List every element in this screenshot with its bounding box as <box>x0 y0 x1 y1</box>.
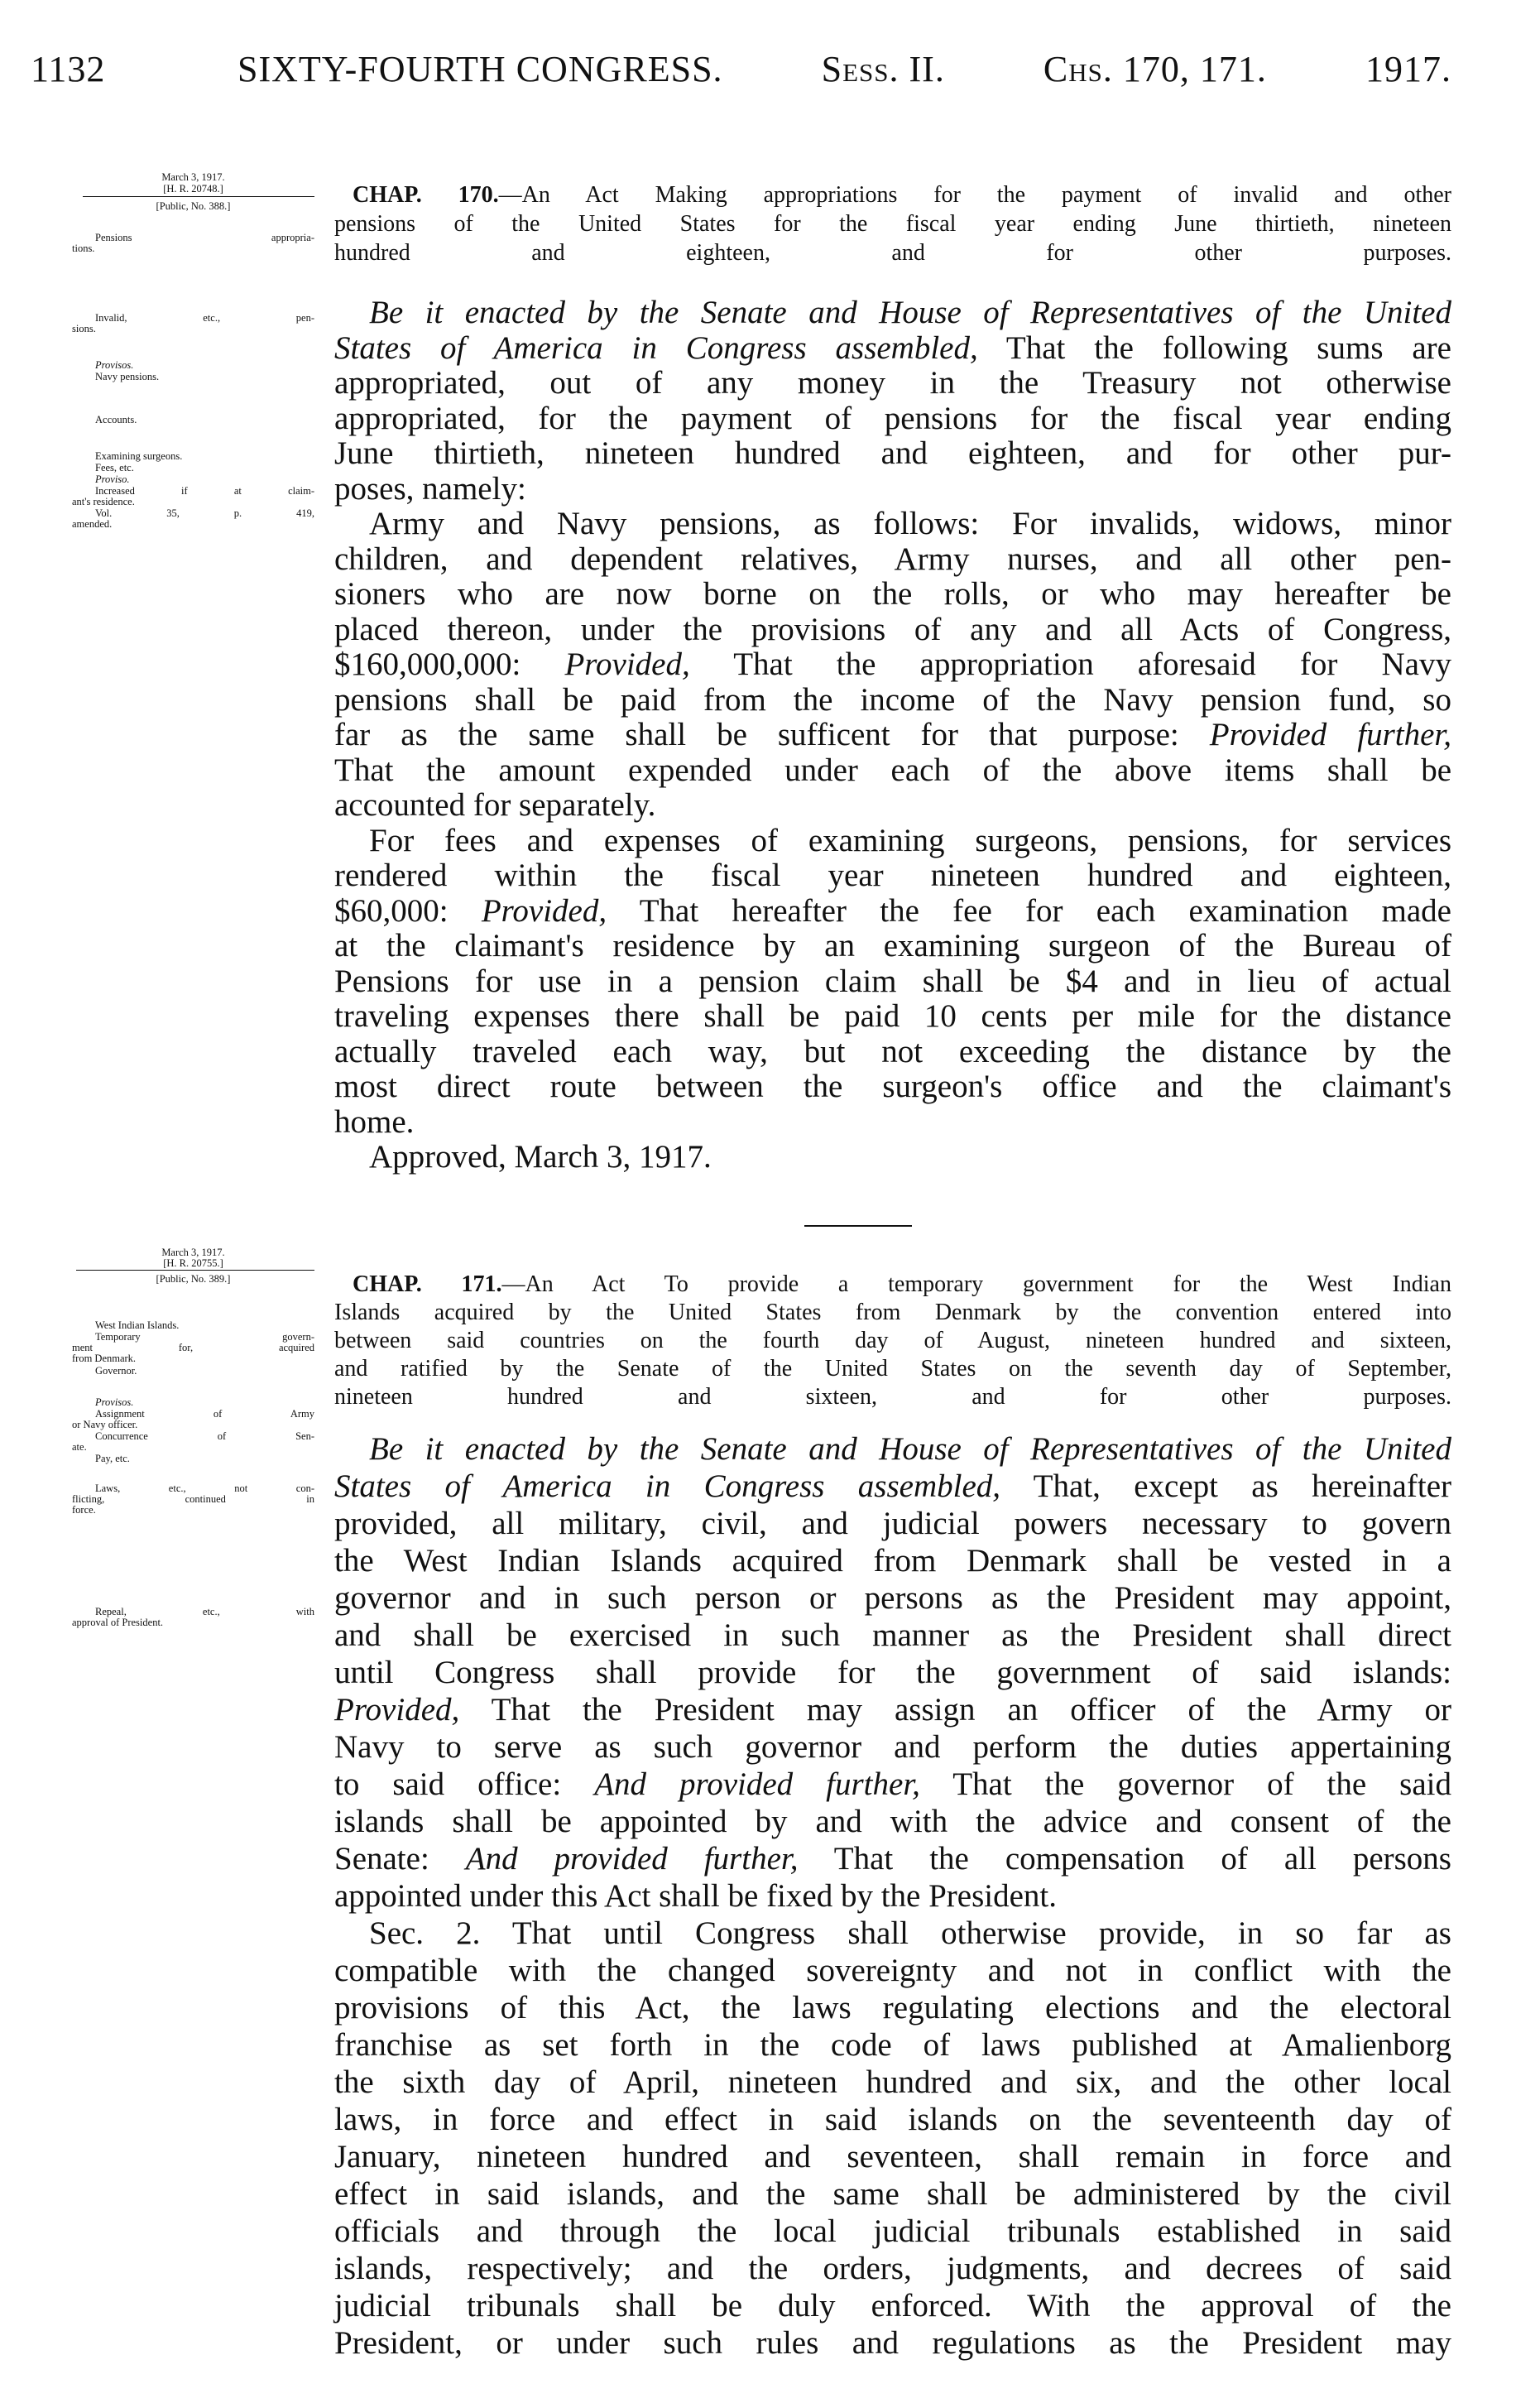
margin-note <box>72 372 314 382</box>
congress-title: SIXTY-FOURTH CONGRESS. <box>237 49 723 89</box>
text-segment: That the President may assign an officer of the Army or <box>459 1692 1451 1728</box>
italic-text: Provided, <box>481 892 607 929</box>
chapter-171-summary <box>334 1271 1451 1411</box>
text-segment: That hereafter the fee for each examination made <box>607 892 1451 929</box>
text-segment: That the compensation of all persons <box>798 1841 1451 1877</box>
text-line: Concurrence of Sen- <box>95 1430 314 1442</box>
text-line: islands shall be appointed by and with the advice and consent of the <box>334 1804 1451 1839</box>
margin-date <box>72 172 314 183</box>
margin-note <box>72 1320 314 1331</box>
text-segment: That the governor of the said <box>919 1766 1451 1802</box>
text-line: That the amount expended under each of the above items shall be <box>334 752 1451 788</box>
margin-public-number <box>72 1274 314 1285</box>
chapter-label: CHAP. 170. <box>353 182 499 208</box>
text-line: sioners who are now borne on the rolls, or who may hereafter be <box>334 576 1451 612</box>
chapter-label: CHAP. 171. <box>353 1271 502 1297</box>
text-line: June thirtieth, nineteen hundred and eighteen, and for other pur- <box>334 435 1451 471</box>
text-line: [Public, No. 389.] <box>156 1273 231 1285</box>
text-line <box>334 1271 1451 1299</box>
text-line: Laws, etc., not con- <box>95 1483 314 1494</box>
text-line: Vol. 35, p. 419, <box>95 507 314 519</box>
text-line: accounted for separately. <box>334 787 656 823</box>
text-line: West Indian Islands. <box>95 1319 180 1331</box>
italic-text: And provided further, <box>594 1766 920 1802</box>
text-line: most direct route between the surgeon's office and the claimant's <box>334 1069 1451 1104</box>
text-segment: —An Act Making appropriations for the payment of invalid and other <box>498 182 1451 208</box>
chapter-171-body <box>334 1430 1451 2362</box>
italic-text: States of America in Congress assembled, <box>334 1468 1001 1504</box>
text-line <box>334 331 1451 367</box>
text-line: [H. R. 20755.] <box>163 1257 223 1269</box>
italic-text: Be it enacted by the Senate and House of Representatives of the United <box>369 1431 1451 1467</box>
text-line: officials and through the local judicial tribunals established in said <box>334 2213 1451 2249</box>
text-line <box>334 1840 1451 1877</box>
text-line: pensions shall be paid from the income of the Navy pension fund, so <box>334 681 1451 718</box>
text-line: amended. <box>72 518 113 530</box>
text-line: ment for, acquired <box>72 1342 314 1353</box>
paragraph-enacting-clause <box>334 296 1451 507</box>
text-line: traveling expenses there shall be paid 10 cents per mile for the distance <box>334 998 1451 1034</box>
margin-note <box>72 313 314 334</box>
text-line: January, nineteen hundred and seventeen, shall remain in force and <box>334 2139 1451 2175</box>
text-line: judicial tribunals shall be duly enforced. With the approval of the <box>334 2288 1451 2324</box>
text-line: For fees and expenses of examining surgeons, pensions, for services <box>369 822 1451 858</box>
paragraph-enacting-clause <box>334 1430 1451 1915</box>
margin-note <box>72 1409 314 1430</box>
text-line: tions. <box>72 243 95 254</box>
italic-text: And provided further, <box>465 1841 799 1877</box>
paragraph-section-2 <box>334 1915 1451 2362</box>
text-line <box>334 718 1451 753</box>
text-line: or Navy officer. <box>72 1419 138 1430</box>
running-head <box>237 48 1451 91</box>
text-line: Army and Navy pensions, as follows: For invalids, widows, minor <box>369 506 1451 541</box>
margin-bill-number <box>72 1258 314 1269</box>
chapter-170-summary <box>334 180 1451 267</box>
text-line: at the claimant's residence by an examining surgeon of the Bureau of <box>334 928 1451 964</box>
approval-date: Approved, March 3, 1917. <box>369 1139 712 1175</box>
text-line: Provisos. <box>95 1396 134 1408</box>
margin-note <box>72 463 314 473</box>
text-line: and ratified by the Senate of the United States on the seventh day of September, <box>334 1356 1451 1382</box>
text-line: from Denmark. <box>72 1353 137 1364</box>
text-line: franchise as set forth in the code of laws published at Amalienborg <box>334 2027 1451 2063</box>
italic-text: Provided, <box>334 1692 460 1728</box>
text-line: nineteen hundred and sixteen, and for other purposes. <box>334 1384 1451 1410</box>
text-line: pensions of the United States for the fiscal year ending June thirtieth, nineteen <box>334 211 1451 237</box>
text-line <box>334 1430 1451 1468</box>
chapter-170-body <box>334 296 1451 1175</box>
text-line: rendered within the fiscal year nineteen hundred and eighteen, <box>334 858 1451 893</box>
text-line: appointed under this Act shall be fixed by the President. <box>334 1878 1057 1914</box>
text-line <box>334 296 1451 331</box>
text-line: flicting, continued in <box>72 1493 314 1505</box>
text-segment: —An Act To provide a temporary government for the West Indian <box>501 1271 1451 1297</box>
text-segment: far as the same shall be sufficent for that purpose: <box>334 717 1210 752</box>
margin-note <box>72 508 314 530</box>
text-segment: $160,000,000: <box>334 646 565 682</box>
section-divider <box>804 1225 912 1227</box>
text-line: compatible with the changed sovereignty and not in conflict with the <box>334 1953 1451 1988</box>
page-number: 1132 <box>31 49 106 89</box>
text-segment: That, except as hereinafter <box>1000 1468 1451 1504</box>
margin-note <box>72 1483 314 1516</box>
margin-note <box>72 1454 314 1464</box>
text-line <box>334 894 1451 930</box>
text-line: Fees, etc. <box>95 462 134 473</box>
text-line <box>334 180 1451 209</box>
italic-text: Be it enacted by the Senate and House of Representatives of the United <box>369 295 1451 330</box>
text-line <box>334 1691 1451 1728</box>
text-line: governor and in such person or persons as the President may appoint, <box>334 1580 1451 1616</box>
text-line: Governor. <box>95 1365 137 1377</box>
text-line: actually traveled each way, but not exceeding the distance by the <box>334 1033 1451 1069</box>
text-line: the West Indian Islands acquired from Denmark shall be vested in a <box>334 1543 1451 1579</box>
text-line: Assignment of Army <box>95 1408 314 1420</box>
text-line: children, and dependent relatives, Army nurses, and all other pen- <box>334 541 1451 577</box>
paragraph-examining-surgeons <box>334 824 1451 1141</box>
italic-text: Provided further, <box>1209 717 1451 752</box>
text-line: ate. <box>72 1441 87 1453</box>
text-line: Pensions for use in a pension claim shall be $4 and in lieu of actual <box>334 963 1451 999</box>
text-line: appropriated, out of any money in the Treasury not otherwise <box>334 365 1451 401</box>
text-line: ant's residence. <box>72 496 135 507</box>
margin-note <box>72 486 314 507</box>
text-line: the sixth day of April, nineteen hundred and six, and the other local <box>334 2064 1451 2100</box>
text-line: Pensions appropria- <box>95 232 314 243</box>
text-line: [Public, No. 388.] <box>156 200 231 212</box>
text-line: Sec. 2. That until Congress shall otherwise provide, in so far as <box>369 1915 1451 1951</box>
text-line: laws, in force and effect in said islands on the seventeenth day of <box>334 2102 1451 2137</box>
margin-note <box>72 1366 314 1377</box>
text-line: home. <box>334 1103 415 1140</box>
margin-public-number <box>72 201 314 212</box>
margin-note <box>72 1332 314 1364</box>
text-line: poses, namely: <box>334 470 526 507</box>
text-line: provisions of this Act, the laws regulating elections and the electoral <box>334 1990 1451 2026</box>
text-line: effect in said islands, and the same shall be administered by the civil <box>334 2176 1451 2212</box>
margin-divider <box>76 1270 314 1271</box>
margin-note <box>72 415 314 425</box>
text-segment: Senate: <box>334 1841 466 1877</box>
text-line: Islands acquired by the United States from Denmark by the convention entered into <box>334 1300 1451 1325</box>
text-line: Pay, etc. <box>95 1453 130 1464</box>
italic-text: States of America in Congress assembled, <box>334 329 978 366</box>
chapters-label: Chs. 170, 171. <box>1043 49 1267 89</box>
text-line: March 3, 1917. <box>161 171 225 183</box>
text-line: Navy to serve as such governor and perform the duties appertaining <box>334 1729 1451 1765</box>
text-line: approval of President. <box>72 1617 164 1628</box>
text-line: hundred and eighteen, and for other purposes. <box>334 240 1451 266</box>
text-line: between said countries on the fourth day of August, nineteen hundred and sixteen, <box>334 1328 1451 1353</box>
text-line: provided, all military, civil, and judicial powers necessary to govern <box>334 1506 1451 1541</box>
text-line: placed thereon, under the provisions of any and all Acts of Congress, <box>334 611 1451 647</box>
text-line: President, or under such rules and regulations as the President may <box>334 2325 1451 2361</box>
paragraph-army-navy-pensions <box>334 507 1451 824</box>
margin-divider <box>83 196 314 197</box>
text-line: Accounts. <box>95 414 137 425</box>
margin-bill-number <box>72 184 314 195</box>
year-label: 1917. <box>1365 49 1451 89</box>
text-line: Proviso. <box>95 473 130 485</box>
text-line: Repeal, etc., with <box>95 1606 314 1617</box>
margin-note <box>72 474 314 485</box>
text-line: and shall be exercised in such manner as the President shall direct <box>334 1617 1451 1653</box>
margin-note <box>72 1607 314 1628</box>
session-label: Sess. II. <box>821 49 945 89</box>
text-line: Increased if at claim- <box>95 485 314 497</box>
text-line <box>334 1468 1451 1505</box>
text-segment: $60,000: <box>334 892 482 929</box>
text-segment: to said office: <box>334 1766 595 1802</box>
text-segment: That the following sums are <box>977 329 1451 366</box>
text-line: appropriated, for the payment of pensions for the fiscal year ending <box>334 400 1451 436</box>
text-line: Navy pensions. <box>95 371 160 382</box>
text-line <box>334 1766 1451 1803</box>
margin-note <box>72 1431 314 1453</box>
margin-note <box>72 1397 314 1408</box>
margin-note <box>72 233 314 254</box>
italic-text: Provided, <box>564 646 690 682</box>
margin-note <box>72 360 314 371</box>
text-line: Temporary govern- <box>95 1331 314 1343</box>
text-line: [H. R. 20748.] <box>163 183 223 195</box>
text-line: force. <box>72 1504 96 1516</box>
text-line: until Congress shall provide for the government of said islands: <box>334 1655 1451 1690</box>
text-line: March 3, 1917. <box>161 1247 225 1258</box>
text-segment: That the appropriation aforesaid for Navy <box>689 646 1451 682</box>
text-line: islands, respectively; and the orders, judgments, and decrees of said <box>334 2251 1451 2286</box>
text-line: Invalid, etc., pen- <box>95 312 314 324</box>
text-line: Provisos. <box>95 359 134 371</box>
margin-note <box>72 451 314 462</box>
text-line <box>334 647 1451 683</box>
text-line: sions. <box>72 323 96 334</box>
text-line: Examining surgeons. <box>95 450 183 462</box>
